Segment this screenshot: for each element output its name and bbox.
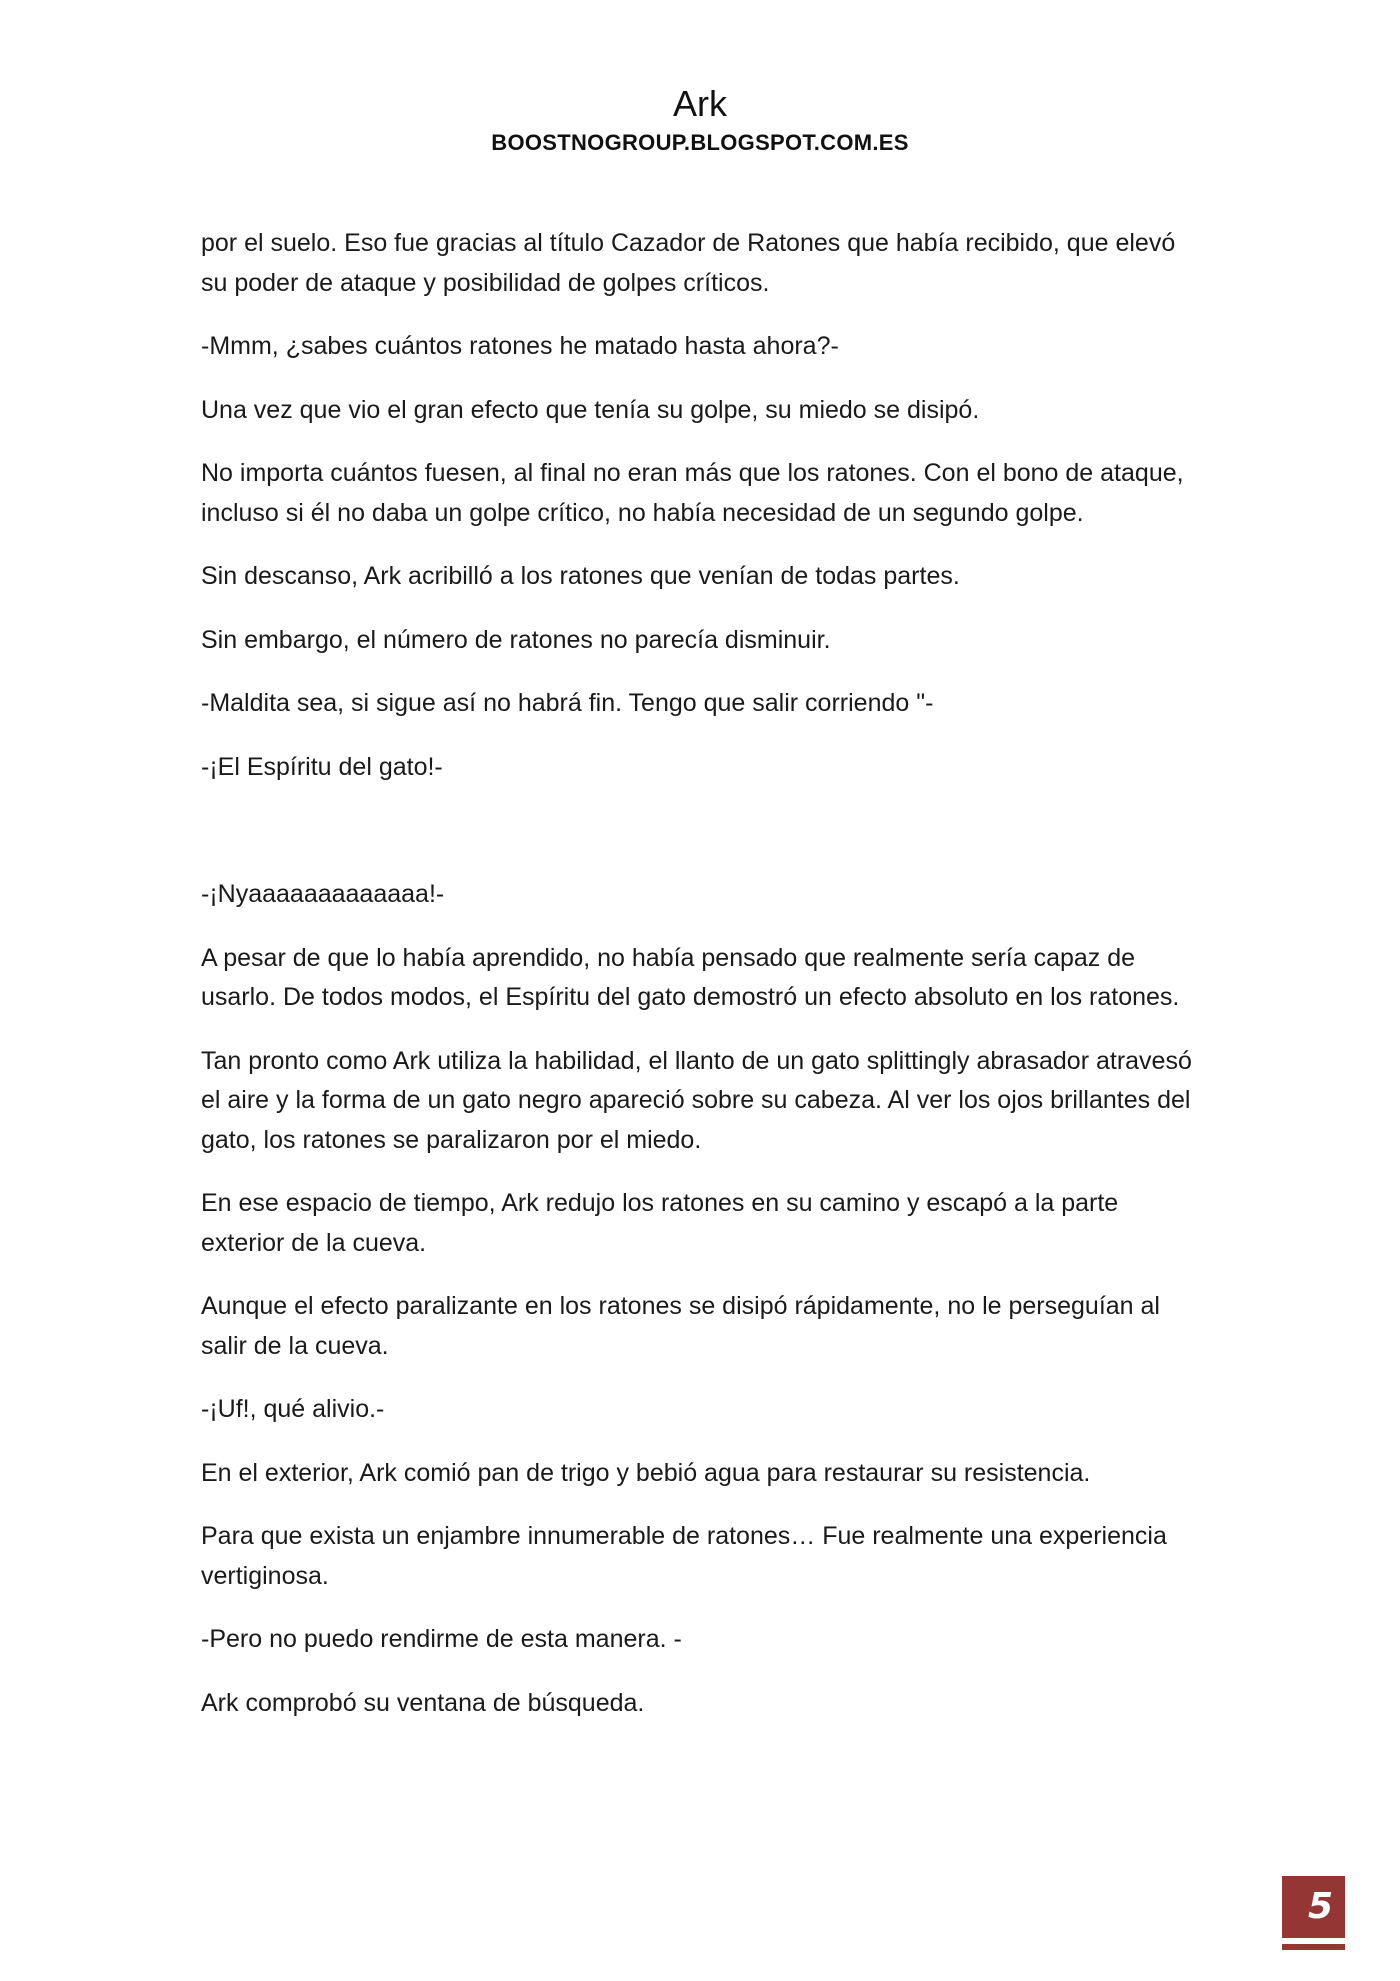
page-number: 5 [1282, 1876, 1345, 1938]
paragraph: por el suelo. Eso fue gracias al título Cazador de Ratones que había recibido, que elevó su poder de ataque y posibilidad de golpes críticos. [201, 229, 1176, 297]
paragraph: En ese espacio de tiempo, Ark redujo los ratones en su camino y escapó a la parte exterior de la cueva. [201, 1189, 1119, 1257]
paragraph: Ark comprobó su ventana de búsqueda. [201, 1688, 645, 1717]
paragraph: Sin embargo, el número de ratones no parecía disminuir. [201, 625, 831, 654]
paragraph: -¡Nyaaaaaaaaaaaaa!- [201, 880, 445, 908]
paragraph: Sin descanso, Ark acribilló a los ratones que venían de todas partes. [201, 562, 960, 590]
paragraph: -¡El Espíritu del gato!- [201, 752, 443, 781]
paragraph: Una vez que vio el gran efecto que tenía su golpe, su miedo se disipó. [201, 395, 980, 424]
paragraph: -¡Uf!, qué alivio.- [201, 1395, 385, 1423]
paragraph: -Maldita sea, si sigue así no habrá fin. Tengo que salir corriendo "- [201, 689, 934, 717]
page-number-badge [1282, 1876, 1345, 1952]
body-text [201, 224, 1206, 1747]
paragraph: No importa cuántos fuesen, al final no eran más que los ratones. Con el bono de ataque, incluso si él no daba un golpe crítico, no había necesidad de un segundo golpe. [201, 459, 1184, 527]
paragraph: -Mmm, ¿sabes cuántos ratones he matado hasta ahora?- [201, 332, 839, 360]
paragraph: Para que exista un enjambre innumerable de ratones… Fue realmente una experiencia vertiginosa. [201, 1522, 1167, 1590]
page-header [0, 82, 1400, 158]
document-title: Ark [673, 83, 727, 124]
paragraph: -Pero no puedo rendirme de esta manera. - [201, 1625, 682, 1653]
paragraph: Aunque el efecto paralizante en los ratones se disipó rápidamente, no le perseguían al salir de la cueva. [201, 1292, 1160, 1360]
paragraph: En el exterior, Ark comió pan de trigo y bebió agua para restaurar su resistencia. [201, 1458, 1091, 1487]
paragraph: A pesar de que lo había aprendido, no había pensado que realmente sería capaz de usarlo. De todos modos, el Espíritu del gato demostró un efecto absoluto en los ratones. [201, 943, 1180, 1011]
page-number-underline [1282, 1944, 1345, 1950]
site-url: BOOSTNOGROUP.BLOGSPOT.COM.ES [491, 130, 909, 155]
paragraph: Tan pronto como Ark utiliza la habilidad, el llanto de un gato splittingly abrasador atravesó el aire y la forma de un gato negro apareció sobre su cabeza. Al ver los ojos brillantes del gato, los ratones se paralizaron por el miedo. [201, 1046, 1192, 1154]
